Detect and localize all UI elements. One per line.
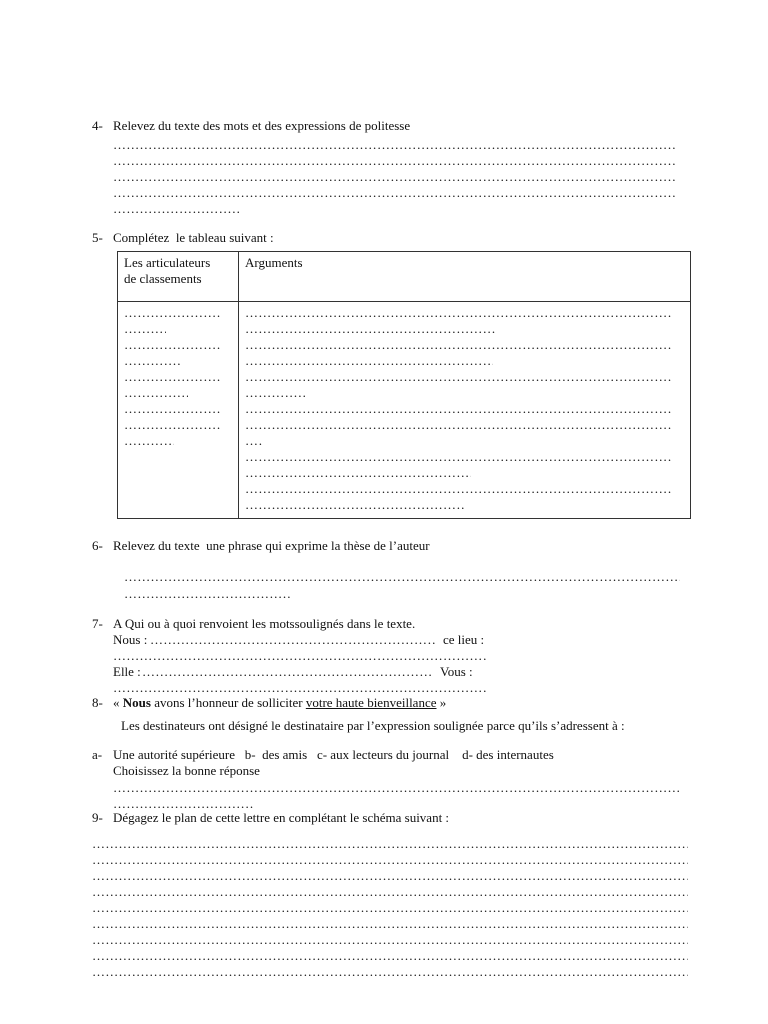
q9-number: 9- xyxy=(92,810,103,825)
q9-answer-line[interactable] xyxy=(92,885,688,899)
q9-answer-line[interactable] xyxy=(92,965,688,979)
q7-ce-lieu-answer[interactable] xyxy=(113,649,487,663)
q7-elle-answer[interactable] xyxy=(142,665,432,679)
q7-elle-label: Elle : xyxy=(113,664,141,679)
q6-answer-line[interactable] xyxy=(124,570,680,584)
q4-answer-line[interactable] xyxy=(113,202,241,216)
q7-ce-lieu-label: ce lieu : xyxy=(443,632,485,647)
q9-answer-line[interactable] xyxy=(92,901,688,915)
qa-options: Une autorité supérieure b- des amis c- aux lecteurs du journal d- des internautes xyxy=(113,747,554,762)
q9-answer-line[interactable] xyxy=(92,869,688,883)
q8-underlined-expression: votre haute bienveillance xyxy=(305,695,437,710)
table-cell-articulators[interactable] xyxy=(118,302,239,519)
q7-number: 7- xyxy=(92,616,103,631)
q4-answer-line[interactable] xyxy=(113,186,676,200)
q9-text: Dégagez le plan de cette lettre en complétant le schéma suivant : xyxy=(113,810,450,825)
articulators-table xyxy=(117,251,691,519)
table-cell-arguments[interactable] xyxy=(239,302,691,519)
q8-instruction: Les destinateurs ont désigné le destinataire par l’expression soulignée parce qu’ils s’adressent à : xyxy=(121,718,625,733)
q9-answer-line[interactable] xyxy=(92,933,688,947)
q9-answer-line[interactable] xyxy=(92,837,688,851)
q8-number: 8- xyxy=(92,695,103,710)
qa-answer-line[interactable] xyxy=(113,797,253,811)
q4-answer-line[interactable] xyxy=(113,138,676,152)
q7-vous-answer[interactable] xyxy=(113,681,487,695)
q7-nous-answer[interactable] xyxy=(150,633,437,647)
q6-text: Relevez du texte une phrase qui exprime la thèse de l’auteur xyxy=(113,538,430,553)
q5-text: Complétez le tableau suivant : xyxy=(113,230,274,245)
q7-nous-label: Nous : xyxy=(113,632,148,647)
q7-text: A Qui ou à quoi renvoient les motssoulignés dans le texte. xyxy=(113,616,416,631)
q7-vous-label: Vous : xyxy=(440,664,473,679)
qa-choose: Choisissez la bonne réponse xyxy=(113,763,260,778)
q8-nous: Nous xyxy=(122,695,151,710)
q9-answer-line[interactable] xyxy=(92,853,688,867)
q9-answer-line[interactable] xyxy=(92,949,688,963)
q4-number: 4- xyxy=(92,118,103,133)
qa-number: a- xyxy=(92,747,103,762)
q6-answer-line[interactable] xyxy=(124,587,292,601)
q9-answer-line[interactable] xyxy=(92,917,688,931)
q8-quote: « Nous avons l’honneur de solliciter votre haute bienveillance » xyxy=(113,695,447,710)
q5-number: 5- xyxy=(92,230,103,245)
q4-answer-line[interactable] xyxy=(113,170,676,184)
q4-text: Relevez du texte des mots et des expressions de politesse xyxy=(113,118,411,133)
table-header-arguments: Arguments xyxy=(239,252,691,302)
q6-number: 6- xyxy=(92,538,103,553)
table-header-articulators: Les articulateurs de classements xyxy=(118,252,239,302)
q4-answer-line[interactable] xyxy=(113,154,676,168)
qa-answer-line[interactable] xyxy=(113,781,679,795)
